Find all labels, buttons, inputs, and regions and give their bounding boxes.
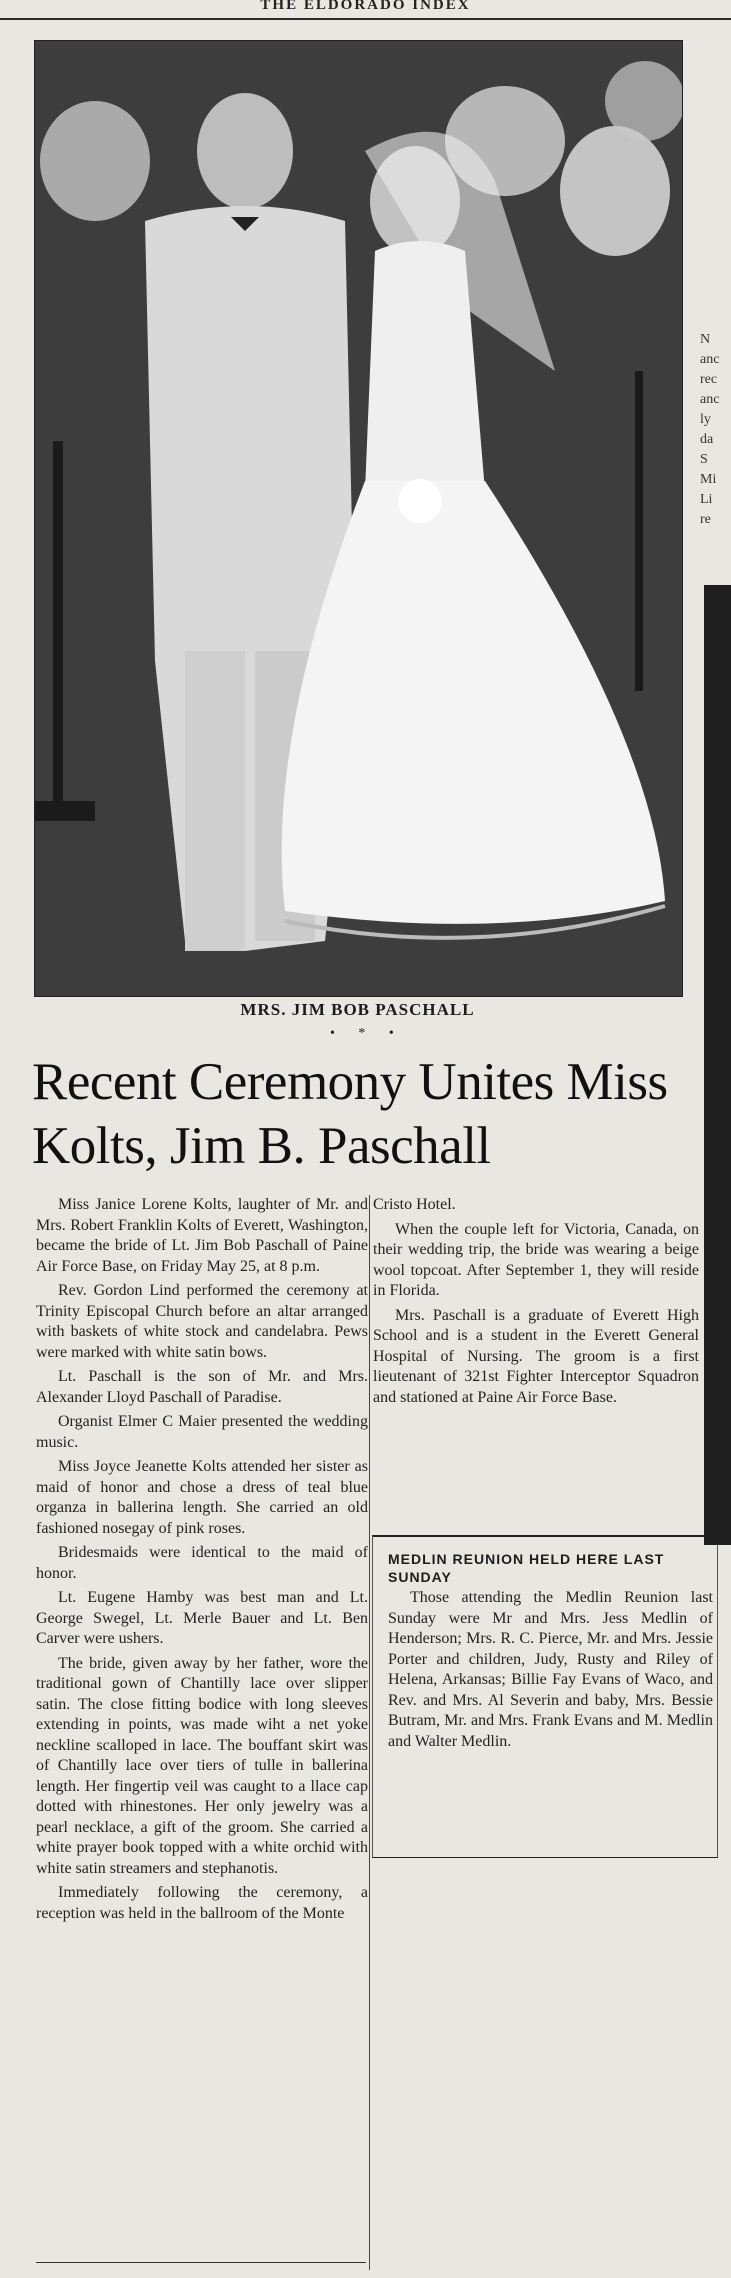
article-paragraph: Immediately following the ceremony, a reception was held in the ballroom of the Monte: [36, 1884, 368, 1922]
right-edge-fragments: [700, 330, 731, 530]
article-right-column: [373, 1195, 699, 1412]
edge-fragment: ly: [700, 412, 711, 427]
wedding-photo: [34, 40, 683, 997]
article-paragraph: Organist Elmer C Maier presented the wedding music.: [36, 1413, 368, 1451]
masthead: THE ELDORADO INDEX: [260, 0, 471, 13]
wedding-photo-image: [35, 41, 682, 996]
article-paragraph: Rev. Gordon Lind performed the ceremony at Trinity Episcopal Church before an altar arranged with baskets of white stock and candelabra. Pews were marked with white satin bows.: [36, 1282, 368, 1361]
edge-fragment: rec: [700, 372, 718, 387]
article-paragraph: Miss Joyce Jeanette Kolts attended her sister as maid of honor and chose a dress of teal blue organza in ballerina length. She carried an old fashioned nosegay of pink roses.: [36, 1458, 368, 1537]
article-paragraph: Bridesmaids were identical to the maid of honor.: [36, 1544, 368, 1582]
article-paragraph: Lt. Paschall is the son of Mr. and Mrs. Alexander Lloyd Paschall of Paradise.: [36, 1368, 368, 1406]
edge-fragment: Mi: [700, 472, 717, 487]
caption-divider: • * •: [330, 1026, 404, 1041]
sidebar-paragraph: Those attending the Medlin Reunion last Sunday were Mr and Mrs. Jess Medlin of Henderson; Mrs. R. C. Pierce, Mr. and Mrs. Jessie Porter and children, Judy, Rusty and Riley of Helena, Arkansas; Billie Fay Evans of Waco, and Rev. and Mrs. Al Severin and baby, Mrs. Bessie Butram, Mr. and Mrs. Frank Evans and M. Medlin and Walter Medlin.: [388, 1589, 713, 1750]
sidebar-title: MEDLIN REUNION HELD HERE LAST SUNDAY: [388, 1551, 665, 1585]
article-paragraph: The bride, given away by her father, wore the traditional gown of Chantilly lace over slipper satin. The close fitting bodice with long sleeves extending in points, was made wiht a net yoke neckline scalloped in lace. The bouffant skirt was of Chantilly lace over tiers of tulle in ballerina length. Her fingertip veil was caught to a llace cap dotted with rhinestones. Her only jewelry was a pearl necklace, a gift of the groom. She carried a white prayer book topped with a white orchid with white satin streamers and stephanotis.: [36, 1654, 368, 1877]
article-headline: Recent Ceremony Unites Miss Kolts, Jim B. Paschall: [32, 1053, 668, 1175]
article-paragraph: Mrs. Paschall is a graduate of Everett High School and is a student in the Everett General Hospital of Nursing. The groom is a first lieutenant of 321st Fighter Interceptor Squadron and stationed at Paine Air Force Base.: [373, 1306, 699, 1406]
bottom-rule: [36, 2262, 366, 2263]
article-paragraph: Lt. Eugene Hamby was best man and Lt. George Swegel, Lt. Merle Bauer and Lt. Ben Carver were ushers.: [36, 1589, 368, 1647]
photo-caption: MRS. JIM BOB PASCHALL: [240, 1000, 475, 1019]
column-separator: [369, 1195, 370, 2270]
edge-fragment: anc: [700, 392, 720, 407]
edge-fragment: da: [700, 432, 714, 447]
article-paragraph: When the couple left for Victoria, Canada, on their wedding trip, the bride was wearing a beige wool topcoat. After September 1, they will reside in Florida.: [373, 1220, 699, 1299]
article-left-column: [36, 1195, 368, 1928]
article-paragraph: Miss Janice Lorene Kolts, laughter of Mr. and Mrs. Robert Franklin Kolts of Everett, Washington, became the bride of Lt. Jim Bob Paschall of Paine Air Force Base, on Friday May 25, at 8 p.m.: [36, 1196, 368, 1275]
masthead-rule: [0, 18, 731, 20]
edge-fragment: N: [700, 332, 711, 347]
edge-fragment: anc: [700, 352, 720, 367]
edge-fragment: Li: [700, 492, 713, 507]
sidebar-body: [388, 1588, 713, 1756]
adjacent-column-frame: [704, 585, 731, 1545]
edge-fragment: re: [700, 512, 711, 527]
edge-fragment: S: [700, 452, 708, 467]
article-paragraph: Cristo Hotel.: [373, 1196, 456, 1213]
